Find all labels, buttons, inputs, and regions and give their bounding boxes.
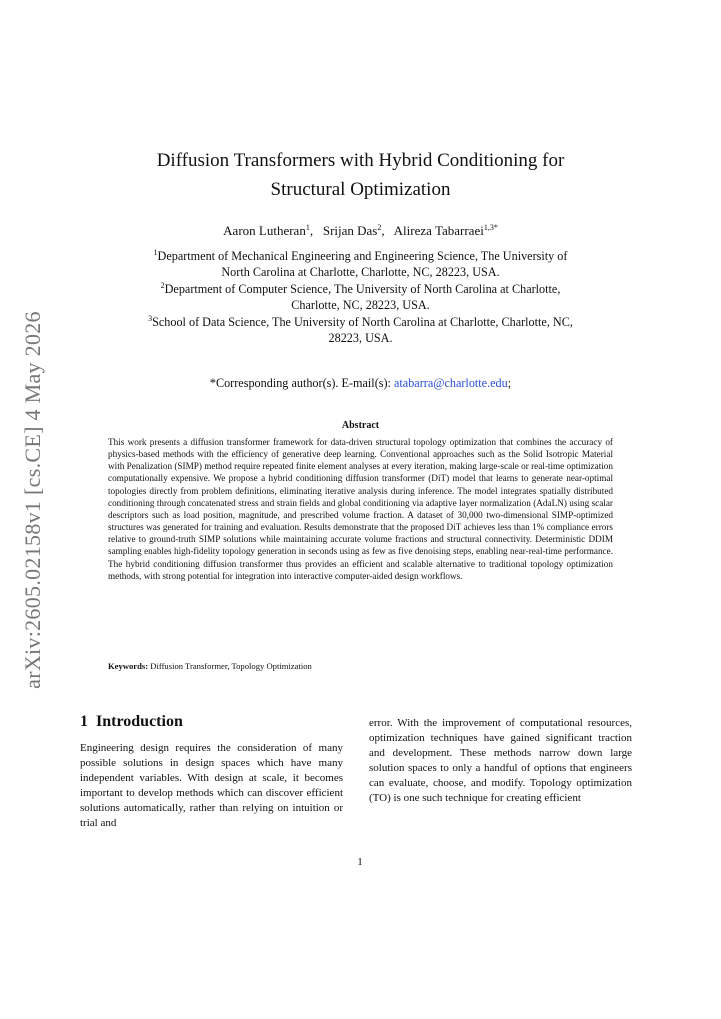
keywords-text: Diffusion Transformer, Topology Optimization [150,661,312,671]
section-heading [80,713,191,731]
affiliation-line: Department of Computer Science, The University of North Carolina at Charlotte, [164,282,561,296]
affiliation-line: Department of Mechanical Engineering and Engineering Science, The University of [157,249,568,263]
affiliation-line: 28223, USA. [328,330,393,345]
corresponding-prefix: *Corresponding author(s). E-mail(s): [209,376,391,390]
author-affiliation-mark: 2 [377,223,382,232]
arxiv-stamp: arXiv:2605.02158v1 [cs.CE] 4 May 2026 [20,311,45,689]
affiliation-mark: 1 [153,248,158,257]
intro-right-column: error. With the improvement of computational resources, optimization techniques have gained significant traction and development. These methods narrow down large solution spaces to only a handful of options that engineers can evaluate, choose, and modify. Topology optimization (TO) is one such technique for creating efficient [369,717,632,804]
keywords [108,661,613,671]
affiliation-mark: 3 [148,314,153,323]
title-line-1: Diffusion Transformers with Hybrid Conditioning for [156,150,565,171]
author-name: Srijan Das [322,223,378,238]
email-link[interactable]: atabarra@charlotte.edu [394,376,508,390]
affiliation-line: Charlotte, NC, 28223, USA. [291,297,430,312]
affiliation-2 [96,282,625,313]
abstract-text: This work presents a diffusion transformer framework for data-driven structural topology optimization that combines the accuracy of physics-based methods with the efficiency of generative deep learning. Conventional approaches such as the Solid Isotropic Material with Penalization (SIMP) method require repeated finite element analyses at every iteration, making large-scale or real-time optimization computationally expensive. We propose a hybrid conditioning diffusion transformer (DiT) model that learns to generate near-optimal topologies directly from problem definitions, eliminating iterative analysis during inference. The model integrates spatially distributed conditioning through concatenated stress and strain fields and global conditioning via adaptive layer normalization (AdaLN) using scalar descriptors such as load position, magnitude, and prescribed volume fraction. A dataset of 30,000 two-dimensional SIMP-optimized structures was generated for training and evaluation. Results demonstrate that the proposed DiT achieves less than 1% compliance errors relative to ground-truth SIMP solutions while maintaining accurate volume fractions and structural connectivity. Deterministic DDIM sampling enables high-fidelity topology generation in seconds using as few as five denoising steps, enabling near-real-time performance. The hybrid conditioning diffusion transformer thus provides an efficient and scalable alternative to traditional topology optimization methods, with strong potential for integration into interactive computer-aided design workflows. [108,437,613,581]
intro-left-column: Engineering design requires the consideration of many possible solutions in design spaces which have many independent variables. With design at scale, it becomes important to develop methods which can discover efficient solutions automatically, rather than relying on intuition or trial and [80,742,343,829]
page-number: 1 [357,856,363,868]
corresponding-suffix: ; [507,376,512,390]
author-list: Aaron Lutheran$^1$, Srijan Das$^2$, Alireza Tabarraei$^{1,3*}$ [223,223,498,238]
title-line-2: Structural Optimization [270,179,451,200]
corresponding-author [100,376,621,391]
keywords-label: Keywords: [108,661,149,671]
paper-title [100,146,621,204]
abstract-heading: Abstract [341,420,380,431]
affiliation-line: School of Data Science, The University of North Carolina at Charlotte, Charlotte, NC, [152,315,573,329]
author-affiliation-mark: 1 [305,223,310,232]
affiliation-line: North Carolina at Charlotte, Charlotte, NC, 28223, USA. [221,264,500,279]
author-name: Alireza Tabarraei [393,223,484,238]
section-number: 1 [80,713,88,730]
affiliation-3 [96,315,625,346]
author-affiliation-mark: 1,3* [483,223,498,232]
author-name: Aaron Lutheran [223,223,306,238]
affiliation-mark: 2 [160,281,165,290]
section-title: Introduction [96,713,183,730]
affiliation-1 [96,249,625,280]
